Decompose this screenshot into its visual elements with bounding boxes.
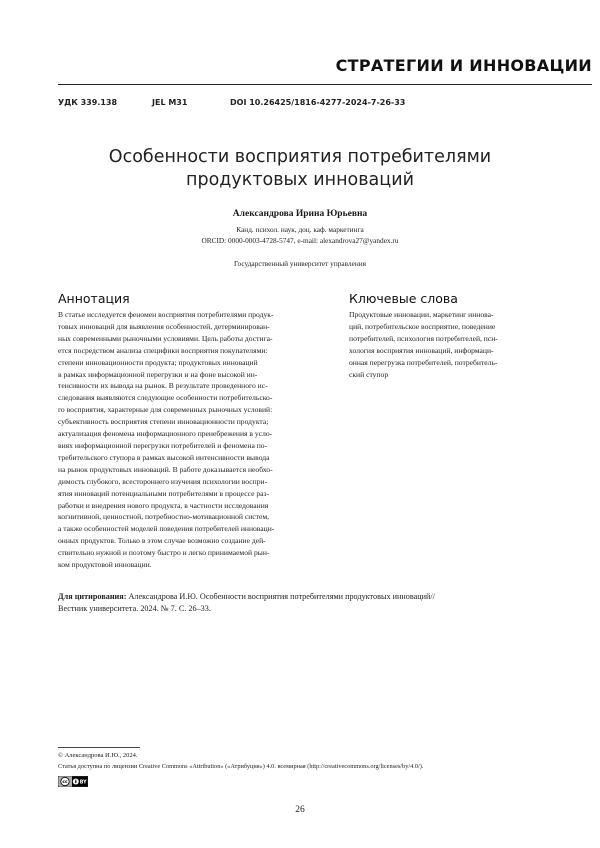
jel-code: JEL M31	[152, 98, 188, 107]
author-institution: Государственный университет управления	[233, 259, 367, 268]
abstract-line: ных современными рыночными условиями. Цель работы достига-	[58, 333, 273, 343]
abstract-text	[58, 309, 334, 571]
license-notice: Статья доступна по лицензии Creative Commons «Attribution» («Атрибуция») 4.0. всемирная (http://creativecommons.org/licenses/by/4.0/).	[58, 763, 424, 770]
abstract-line: димость глубокого, всестороннего изучения психологии воспри-	[58, 476, 268, 486]
abstract-line: когнитивной, ценностной, потребностно-мотивационной систем,	[58, 512, 270, 522]
abstract-heading: Аннотация	[58, 291, 130, 306]
keywords-line: хология восприятия инноваций, информаци-	[349, 345, 494, 355]
abstract-line: го восприятия, характерные для современных рыночных условий:	[58, 405, 273, 415]
abstract-line: онных продуктов. Только в этом случае возможно создание дей-	[58, 536, 266, 546]
article-title	[58, 146, 542, 192]
citation-label: Для цитирования:	[58, 592, 127, 601]
section-title: СТРАТЕГИИ И ИННОВАЦИИ	[335, 56, 592, 75]
footnote-divider	[58, 747, 140, 748]
abstract-line: степени инновационности продукта; продуктовых инноваций	[58, 357, 258, 367]
abstract-line: актуализация феномена информационного пренебрежения в усло-	[58, 429, 273, 439]
by-glyph: BY	[79, 780, 87, 786]
cc-by-license-icon	[58, 776, 88, 787]
abstract-line: ствительно нужной и поэтому быстро и легко принимаемой рын-	[58, 548, 270, 558]
abstract-line: тенсивности их вывода на рынок. В результате проведенного ис-	[58, 381, 268, 391]
abstract-line: В статье исследуется феномен восприятия потребителями продук-	[58, 310, 274, 319]
abstract-line: в рамках информационной перегрузки и на фоне высокой ин-	[58, 369, 258, 379]
article-title-line: продуктовых инноваций	[186, 170, 414, 190]
cc-glyph: cc	[62, 780, 68, 786]
author-orcid-email: ORCID: 0000-0003-4728-5747, e-mail: alexandrova27@yandex.ru	[201, 236, 399, 245]
page-number: 26	[295, 805, 305, 815]
keywords-line: ций, потребительское восприятие, поведение	[349, 321, 496, 331]
keywords-heading: Ключевые слова	[349, 291, 458, 306]
abstract-line: а также особенностей моделей поведения потребителей инноваци-	[58, 524, 275, 534]
citation-block	[58, 591, 598, 615]
udk-code: УДК 339.138	[58, 98, 118, 107]
citation-text-cont: Вестник университета. 2024. № 7. С. 26–33.	[58, 604, 211, 613]
abstract-line: ком продуктовой инновации.	[58, 560, 152, 570]
keywords-line: потребителей, психология потребителей, пси-	[349, 333, 498, 343]
keywords-line: онная перегрузка потребителей, потребитель-	[349, 357, 498, 367]
abstract-line: работки и внедрения нового продукта, в частности исследования	[58, 500, 269, 510]
doi: DOI 10.26425/1816-4277-2024-7-26-33	[230, 98, 406, 107]
abstract-line: субъективность восприятия степени инновационности продукта;	[58, 417, 269, 427]
keywords-line: ский ступор	[349, 369, 389, 379]
abstract-line: на рынок продуктовых инноваций. В работе доказывается необхо-	[58, 464, 273, 474]
article-title-line: Особенности восприятия потребителями	[108, 147, 492, 167]
author-degree: Канд. психол. наук, доц. каф. маркетинга	[236, 225, 364, 234]
abstract-line: виях информационной перегрузки потребителей и феномена по-	[58, 440, 268, 450]
abstract-line: требительского ступора в рамках высокой интенсивности вывода	[58, 452, 270, 462]
section-divider	[58, 84, 592, 85]
abstract-line: товых инноваций для выявления особенностей, детерминирован-	[58, 321, 270, 331]
abstract-line: ется посредством анализа специфики восприятия покупателями:	[58, 345, 268, 355]
keywords-line: Продуктовые инновации, маркетинг иннова-	[349, 310, 494, 319]
author-name: Александрова Ирина Юрьевна	[232, 209, 368, 219]
keywords-text	[349, 309, 594, 380]
citation-text: Александрова И.Ю. Особенности восприятия потребителями продуктовых инноваций//	[126, 592, 435, 601]
abstract-line: ятия инноваций потенциальными потребителями в процессе раз-	[58, 488, 270, 498]
copyright-notice: © Александрова И.Ю., 2024.	[58, 752, 138, 759]
abstract-line: следования выявляются следующие особенности потребительско-	[58, 393, 273, 403]
